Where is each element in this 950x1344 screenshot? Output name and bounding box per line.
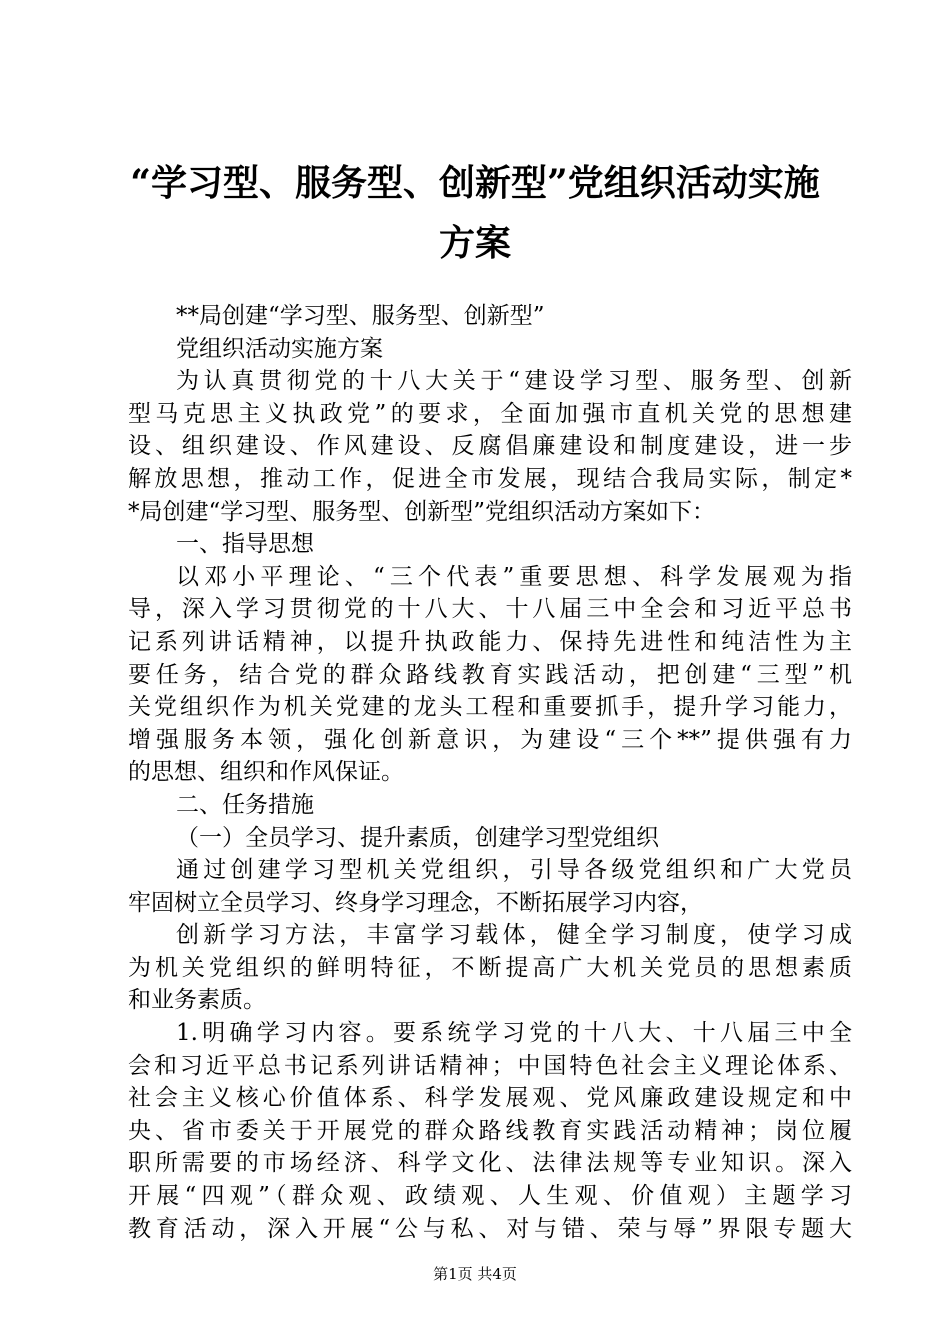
body-text-line: 创新学习方法，丰富学习载体，健全学习制度，使学习成 xyxy=(176,922,852,949)
body-text-line: 二、任务措施 xyxy=(176,791,314,818)
body-text-line: 的思想、组织和作风保证。 xyxy=(128,759,404,786)
body-text-line: 开展“四观”（群众观、政绩观、人生观、价值观）主题学习 xyxy=(128,1183,852,1210)
body-text-line: 牢固树立全员学习、终身学习理念，不断拓展学习内容， xyxy=(128,889,703,916)
body-text-line: 和业务素质。 xyxy=(128,987,266,1014)
body-text-line: 教育活动，深入开展“公与私、对与错、荣与辱”界限专题大 xyxy=(128,1215,852,1242)
body-text-line: 一、指导思想 xyxy=(176,531,314,558)
body-text-line: 职所需要的市场经济、科学文化、法律法规等专业知识。深入 xyxy=(128,1150,852,1177)
body-text-line: 党组织活动实施方案 xyxy=(176,335,383,362)
document-title-line-2: 方案 xyxy=(438,222,511,264)
body-text-line: 要任务，结合党的群众路线教育实践活动，把创建“三型”机 xyxy=(128,661,852,688)
body-text-line: 记系列讲话精神，以提升执政能力、保持先进性和纯洁性为主 xyxy=(128,628,852,655)
document-title-line-1: “学习型、服务型、创新型”党组织活动实施 xyxy=(130,162,820,204)
document-body xyxy=(128,300,852,1245)
body-text-line: 设、组织建设、作风建设、反腐倡廉建设和制度建设，进一步 xyxy=(128,433,852,460)
body-text-line: 1.明确学习内容。要系统学习党的十八大、十八届三中全 xyxy=(176,1020,852,1047)
body-text-line: 央、省市委关于开展党的群众路线教育实践活动精神；岗位履 xyxy=(128,1117,852,1144)
body-text-line: 会和习近平总书记系列讲话精神；中国特色社会主义理论体系、 xyxy=(128,1052,852,1079)
body-text-line: 社会主义核心价值体系、科学发展观、党风廉政建设规定和中 xyxy=(128,1085,852,1112)
body-text-line: 通过创建学习型机关党组织，引导各级党组织和广大党员 xyxy=(176,857,852,884)
body-text-line: 解放思想，推动工作，促进全市发展，现结合我局实际，制定* xyxy=(128,465,852,492)
body-text-line: （一）全员学习、提升素质，创建学习型党组织 xyxy=(176,824,659,851)
body-text-line: 型马克思主义执政党”的要求，全面加强市直机关党的思想建 xyxy=(128,400,852,427)
page-footer: 第1页 共4页 xyxy=(433,1265,517,1283)
body-text-line: 增强服务本领，强化创新意识，为建设“三个**”提供强有力 xyxy=(128,726,852,753)
body-text-line: *局创建“学习型、服务型、创新型”党组织活动方案如下： xyxy=(128,498,716,525)
body-text-line: 导，深入学习贯彻党的十八大、十八届三中全会和习近平总书 xyxy=(128,596,852,623)
body-text-line: 关党组织作为机关党建的龙头工程和重要抓手，提升学习能力， xyxy=(128,694,852,721)
body-text-line: 为机关党组织的鲜明特征，不断提高广大机关党员的思想素质 xyxy=(128,954,852,981)
body-text-line: 为认真贯彻党的十八大关于“建设学习型、服务型、创新 xyxy=(176,368,852,395)
body-text-line: 以邓小平理论、“三个代表”重要思想、科学发展观为指 xyxy=(176,563,852,590)
body-text-line: **局创建“学习型、服务型、创新型” xyxy=(176,303,545,329)
